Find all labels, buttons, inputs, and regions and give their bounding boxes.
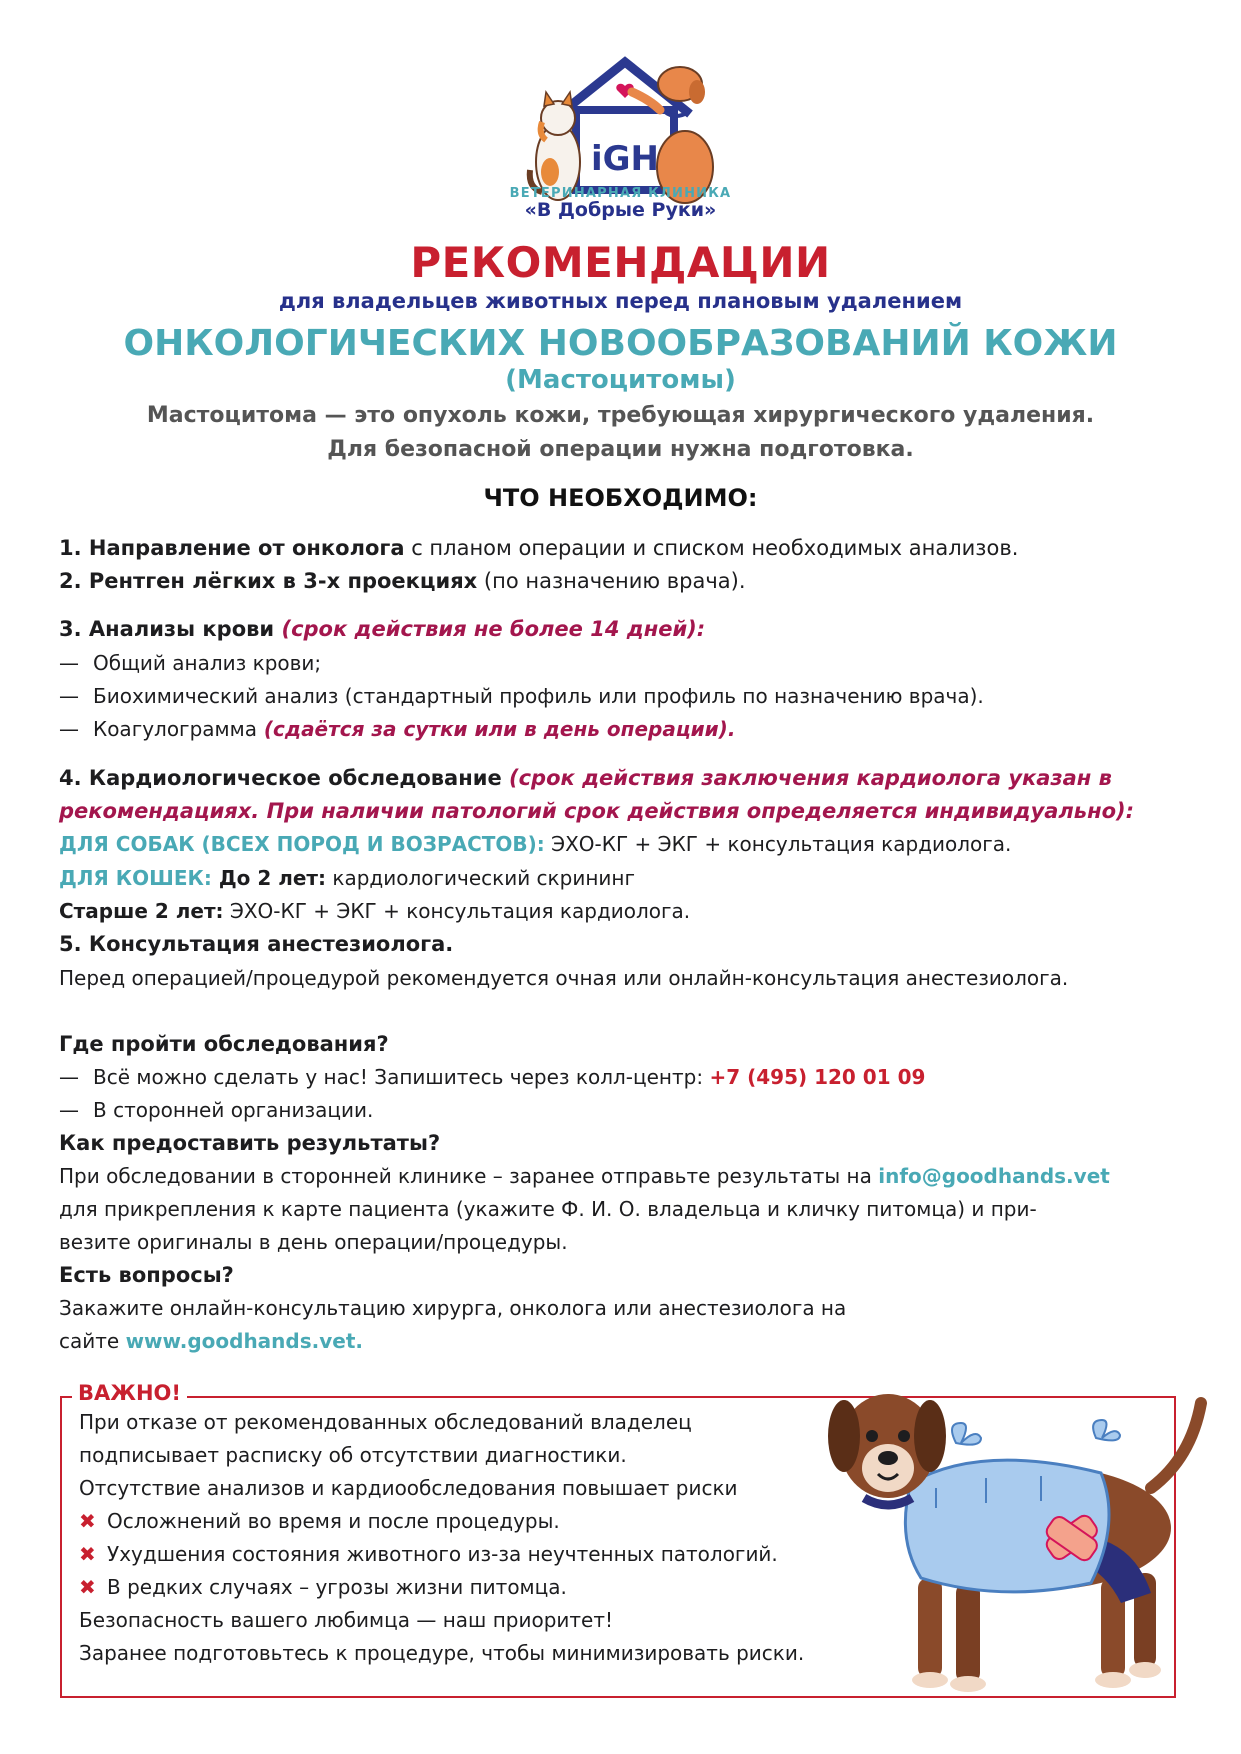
dog-icon: [632, 67, 713, 203]
cross-icon: ✖: [79, 1575, 96, 1599]
page-heading-sub: (Мастоцитомы): [505, 365, 736, 395]
important-line1: При отказе от рекомендованных обследований владелец: [79, 1410, 692, 1434]
dogs-line: ДЛЯ СОБАК (ВСЕХ ПОРОД И ВОЗРАСТОВ): ЭХО-КГ + ЭКГ + консультация кардиолога.: [59, 832, 1012, 856]
page-subtitle: для владельцев животных перед плановым удалением: [278, 289, 963, 313]
risk-item: ✖ В редких случаях – угрозы жизни питомца.: [79, 1575, 567, 1599]
older-cats-line: Старше 2 лет: ЭХО-КГ + ЭКГ + консультация кардиолога.: [59, 899, 691, 923]
website-link[interactable]: www.goodhands.vet.: [125, 1329, 363, 1353]
list-item: — Коагулограмма (сдаётся за сутки или в день операции).: [59, 717, 736, 741]
clinic-name-line2: «В Добрые Руки»: [524, 199, 717, 221]
item-5-text: Перед операцией/процедурой рекомендуется очная или онлайн-консультация анестезиолога.: [59, 966, 1069, 990]
intro-line1: Мастоцитома — это опухоль кожи, требующая хирургического удаления.: [146, 403, 1095, 428]
cross-icon: ✖: [79, 1542, 96, 1566]
dogs-label: ДЛЯ СОБАК (ВСЕХ ПОРОД И ВОЗРАСТОВ):: [59, 832, 545, 856]
item-1-text: с планом операции и списком необходимых анализов.: [404, 536, 1019, 560]
questions-heading: Есть вопросы?: [59, 1263, 234, 1287]
list-item: — Биохимический анализ (стандартный профиль или профиль по назначению врача).: [59, 684, 984, 708]
results-line2: для прикрепления к карте пациента (укажите Ф. И. О. владельца и кличку питомца) и при-: [59, 1197, 1037, 1221]
item-1-title: 1. Направление от онколога: [59, 536, 405, 560]
list-item: — Общий анализ крови;: [59, 651, 322, 675]
item-4-note1: (срок действия заключения кардиолога указан в: [501, 766, 1112, 790]
section-heading-needed: ЧТО НЕОБХОДИМО:: [483, 484, 758, 512]
questions-line1: Закажите онлайн-консультацию хирурга, онколога или анестезиолога на: [59, 1296, 847, 1320]
brand-mark: iGH: [590, 139, 660, 179]
page-title: РЕКОМЕНДАЦИИ: [410, 238, 831, 287]
email-link[interactable]: info@goodhands.vet: [878, 1164, 1110, 1188]
list-item: — Всё можно сделать у нас! Запишитесь через колл-центр: +7 (495) 120 01 09: [59, 1065, 926, 1089]
item-4: [59, 766, 1112, 790]
item-1: [59, 536, 1018, 560]
item-3-title: 3. Анализы крови: [59, 617, 275, 641]
item-2-title: 2. Рентген лёгких в 3-х проекциях: [59, 569, 478, 593]
dog-illustration: [826, 1388, 1216, 1694]
cat-icon: [530, 92, 580, 200]
important-line3: Отсутствие анализов и кардиообследования повышает риски: [79, 1476, 738, 1500]
cats-line: ДЛЯ КОШЕК: До 2 лет: кардиологический скрининг: [59, 866, 635, 890]
results-line3: везите оригиналы в день операции/процедуры.: [59, 1230, 568, 1254]
important-line2: подписывает расписку об отсутствии диагностики.: [79, 1443, 627, 1467]
item-5-title: 5. Консультация анестезиолога.: [59, 932, 454, 956]
results-line1: При обследовании в сторонней клинике – заранее отправьте результаты на info@goodhands.vet: [59, 1164, 1110, 1188]
page-heading: ОНКОЛОГИЧЕСКИХ НОВООБРАЗОВАНИЙ КОЖИ: [123, 323, 1118, 364]
item-3-note: (срок действия не более 14 дней):: [274, 617, 706, 641]
item-3: [59, 617, 705, 641]
where-question: Где пройти обследования?: [59, 1032, 389, 1056]
item-2-text: (по назначению врача).: [477, 569, 746, 593]
cats-label: ДЛЯ КОШЕК:: [59, 866, 212, 890]
risk-item: ✖ Осложнений во время и после процедуры.: [79, 1509, 560, 1533]
risk-item: ✖ Ухудшения состояния животного из-за неучтенных патологий.: [79, 1542, 778, 1566]
clinic-name-line1: ВЕТЕРИНАРНАЯ КЛИНИКА: [509, 186, 732, 201]
important-line4: Безопасность вашего любимца — наш приоритет!: [79, 1608, 614, 1632]
important-label: ВАЖНО!: [72, 1381, 187, 1405]
cross-icon: ✖: [79, 1509, 96, 1533]
item-4-note2: рекомендациях. При наличии патологий срок действия определяется индивидуально):: [59, 799, 1135, 823]
item-4-title: 4. Кардиологическое обследование: [59, 766, 502, 790]
item-2: [59, 569, 746, 593]
list-item: — В сторонней организации.: [59, 1098, 374, 1122]
important-line5: Заранее подготовьтесь к процедуре, чтобы минимизировать риски.: [79, 1641, 805, 1665]
phone-link[interactable]: +7 (495) 120 01 09: [709, 1065, 926, 1089]
results-question: Как предоставить результаты?: [59, 1131, 441, 1155]
intro-line2: Для безопасной операции нужна подготовка.: [327, 437, 914, 462]
questions-line2: сайте www.goodhands.vet.: [59, 1329, 363, 1353]
